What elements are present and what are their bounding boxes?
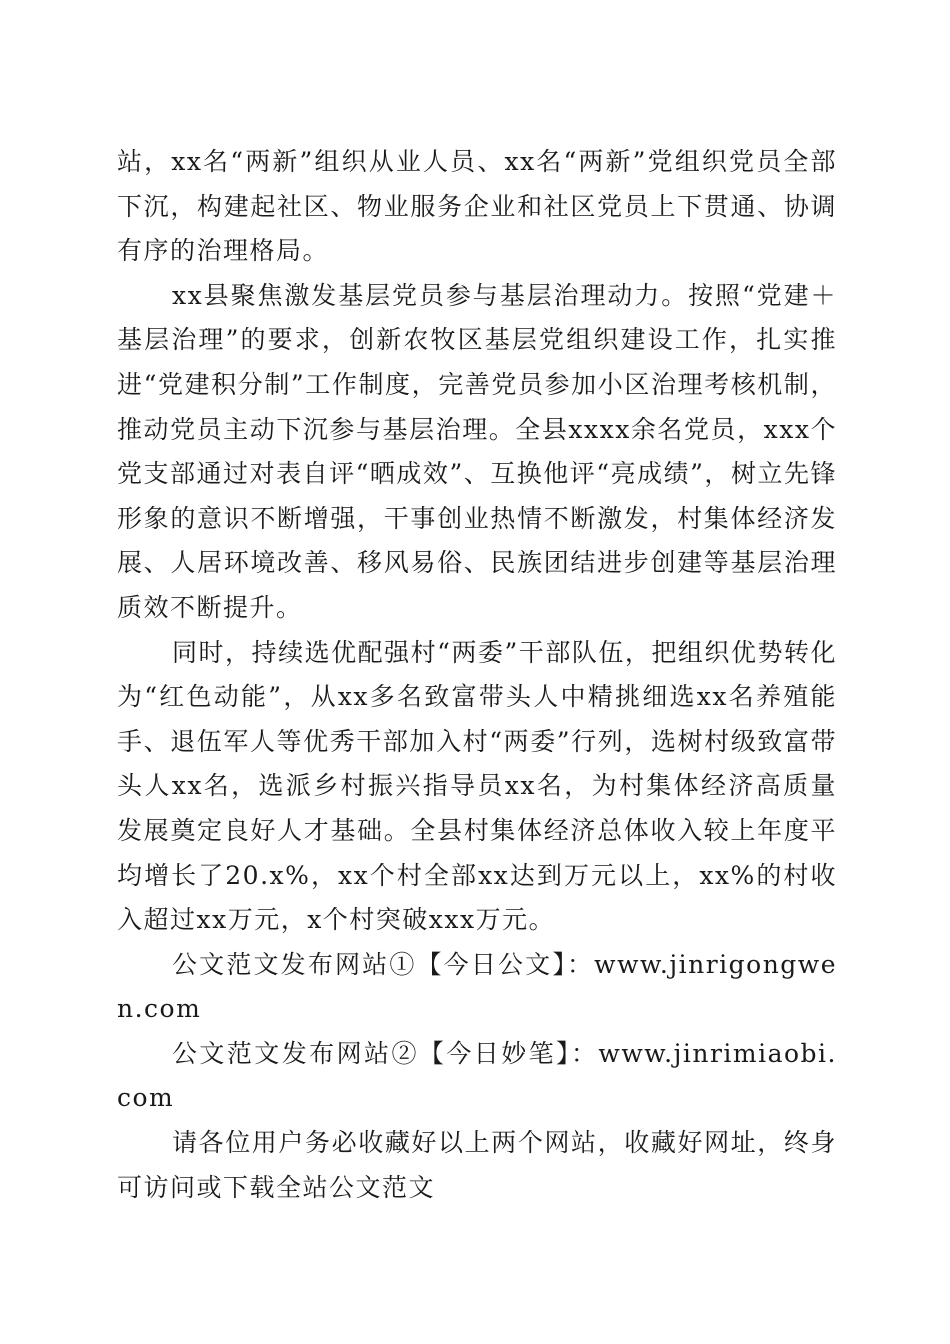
- paragraph-website-two: 公文范文发布网站②【今日妙笔】：www.jinrimiaobi.com: [117, 1038, 837, 1113]
- paragraph-bookmark-notice: 请各位用户务必收藏好以上两个网站，收藏好网址，终身可访问或下载全站公文范文: [117, 1128, 837, 1202]
- paragraph-continuation: 站，xx名“两新”组织从业人员、xx名“两新”党组织党员全部下沉，构建起社区、物业服务企业和社区党员上下贯通、协调有序的治理格局。: [117, 147, 837, 266]
- paragraph-party-member-governance: xx县聚焦激发基层党员参与基层治理动力。按照“党建＋基层治理”的要求，创新农牧区基层党组织建设工作，扎实推进“党建积分制”工作制度，完善党员参加小区治理考核机制，推动党员主动下沉参与基层治理。全县xxxx余名党员，xxx个党支部通过对表自评“晒成效”、互换他评“亮成绩”，树立先锋形象的意识不断增强，干事创业热情不断激发，村集体经济发展、人居环境改善、移风易俗、民族团结进步创建等基层治理质效不断提升。: [117, 280, 837, 622]
- paragraph-village-committee: 同时，持续选优配强村“两委”干部队伍，把组织优势转化为“红色动能”，从xx多名致富带头人中精挑细选xx名养殖能手、退伍军人等优秀干部加入村“两委”行列，选树村级致富带头人xx名，选派乡村振兴指导员xx名，为村集体经济高质量发展奠定良好人才基础。全县村集体经济总体收入较上年度平均增长了20.x%，xx个村全部xx达到万元以上，xx%的村收入超过xx万元，x个村突破xxx万元。: [117, 637, 837, 935]
- document-body: [117, 140, 837, 1210]
- paragraph-website-one: 公文范文发布网站①【今日公文】：www.jinrigongwen.com: [117, 949, 837, 1024]
